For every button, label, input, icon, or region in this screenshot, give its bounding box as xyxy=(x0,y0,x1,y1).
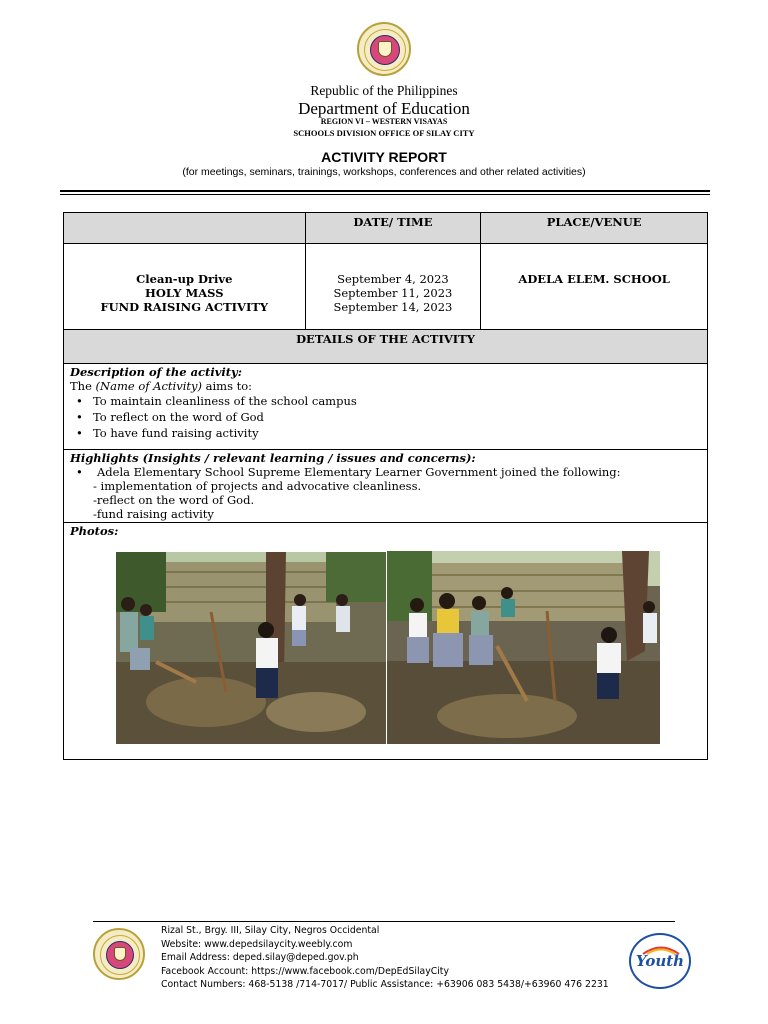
highlights-label: Highlights (Insights / relevant learning / issues and concerns): xyxy=(70,451,476,465)
footer-website: Website: www.depedsilaycity.weebly.com xyxy=(161,938,353,950)
venue-cell xyxy=(481,244,708,330)
list-item: • To maintain cleanliness of the school campus xyxy=(70,393,707,409)
youth-logo-icon xyxy=(629,933,691,989)
footer-contacts: Contact Numbers: 468-5138 /714-7017/ Public Assistance: +63906 083 5438/+63960 476 2231 xyxy=(161,979,609,990)
date-header: DATE/ TIME xyxy=(305,213,481,244)
list-item: • Adela Elementary School Supreme Elementary Learner Government joined the following: xyxy=(70,465,707,479)
header-double-rule xyxy=(60,190,710,192)
footer-address: Rizal St., Brgy. III, Silay City, Negros Occidental xyxy=(161,925,380,936)
header-double-rule-thin xyxy=(60,194,710,195)
footer-contact-block xyxy=(161,924,609,992)
description-cell xyxy=(64,364,708,450)
highlights-list xyxy=(70,465,707,479)
highlights-item: -fund raising activity xyxy=(93,507,214,521)
list-item: • To reflect on the word of God xyxy=(70,409,707,425)
deped-seal-icon xyxy=(357,22,411,76)
place-header: PLACE/VENUE xyxy=(481,213,708,244)
report-title: ACTIVITY REPORT xyxy=(321,149,447,165)
description-intro-post: aims to: xyxy=(201,379,253,393)
republic-line: Republic of the Philippines xyxy=(310,83,458,98)
description-activity-name: (Name of Activity) xyxy=(95,379,202,393)
division-line: SCHOOLS DIVISION OFFICE OF SILAY CITY xyxy=(293,128,475,138)
aims-list xyxy=(70,393,707,441)
cleanup-photo-left-image xyxy=(116,552,386,744)
venue-name: ADELA ELEM. SCHOOL xyxy=(518,272,670,286)
description-intro-pre: The xyxy=(70,379,96,393)
photos-label: Photos: xyxy=(70,524,119,538)
activity-date: September 4, 2023 xyxy=(337,272,449,286)
department-title: Department of Education xyxy=(298,99,470,118)
activity-name: FUND RAISING ACTIVITY xyxy=(100,300,269,314)
cleanup-photo-right-image xyxy=(387,551,660,744)
cleanup-photo-left xyxy=(116,552,386,744)
activity-name: HOLY MASS xyxy=(145,286,224,300)
report-subtitle: (for meetings, seminars, trainings, workshops, conferences and other related activities) xyxy=(182,166,586,178)
footer-facebook: Facebook Account: https://www.facebook.com/DepEdSilayCity xyxy=(161,965,449,977)
activity-name: Clean-up Drive xyxy=(136,272,233,286)
cleanup-photo-right xyxy=(387,551,660,744)
footer-email: Email Address: deped.silay@deped.gov.ph xyxy=(161,952,359,963)
description-label: Description of the activity: xyxy=(70,365,242,379)
highlights-cell xyxy=(64,450,708,523)
description-intro xyxy=(70,379,707,393)
activity-date: September 11, 2023 xyxy=(333,286,453,300)
youth-logo-text: Youth xyxy=(635,952,685,970)
deped-footer-seal-icon xyxy=(93,928,145,980)
highlights-item: -reflect on the word of God. xyxy=(93,493,255,507)
activity-date: September 14, 2023 xyxy=(333,300,453,314)
footer-rule xyxy=(93,921,675,922)
details-header: DETAILS OF THE ACTIVITY xyxy=(64,330,708,364)
activity-header-cell xyxy=(64,213,306,244)
activity-names-cell xyxy=(64,244,306,330)
region-line: REGION VI – WESTERN VISAYAS xyxy=(320,117,448,126)
highlights-item: - implementation of projects and advocative cleanliness. xyxy=(93,479,422,493)
dates-cell xyxy=(305,244,481,330)
list-item: • To have fund raising activity xyxy=(70,425,707,441)
